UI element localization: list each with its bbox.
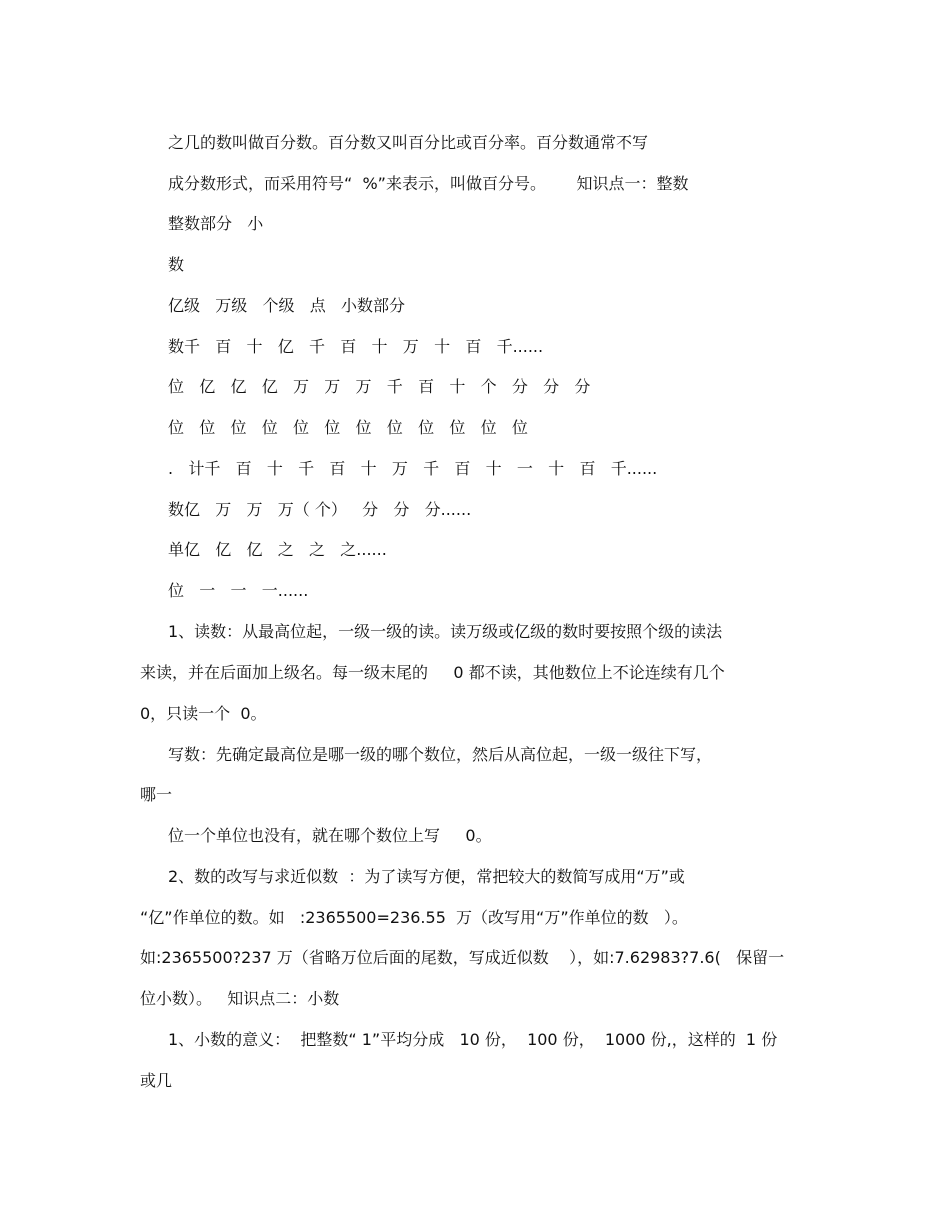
text-line: 2、数的改写与求近似数 ：为了读写方便，常把较大的数简写成用“万”或	[168, 867, 685, 886]
text-line: 位 亿 亿 亿 万 万 万 千 百 十 个 分 分 分	[168, 377, 591, 396]
text-line: “亿”作单位的数。如 :2365500=236.55 万（改写用“万”作单位的数 ）。	[140, 908, 688, 927]
text-line: 数千 百 十 亿 千 百 十 万 十 百 千......	[168, 337, 544, 356]
text-line: 或几	[140, 1071, 173, 1090]
text-line: 之几的数叫做百分数。百分数又叫百分比或百分率。百分数通常不写	[168, 133, 649, 152]
text-line: 写数：先确定最高位是哪一级的哪个数位，然后从高位起，一级一级往下写，	[168, 745, 713, 764]
text-line: . 计千 百 十 千 百 十 万 千 百 十 一 十 百 千......	[168, 459, 658, 478]
text-line: 1、小数的意义： 把整数“ 1”平均分成 10 份， 100 份， 1000 份,，这样的 1 份	[168, 1030, 778, 1049]
text-line: 成分数形式，而采用符号“ %”来表示，叫做百分号。 知识点一：整数	[168, 174, 689, 193]
text-line: 如:2365500?237 万（省略万位后面的尾数，写成近似数 ），如:7.62983?7.6( 保留一	[140, 948, 785, 967]
text-line: 哪一	[140, 785, 173, 804]
text-line: 位 一 一 一......	[168, 581, 309, 600]
text-line: 数亿 万 万 万（ 个） 分 分 分......	[168, 500, 472, 519]
text-line: 0，只读一个 0。	[140, 704, 267, 723]
text-line: 单亿 亿 亿 之 之 之......	[168, 540, 387, 559]
text-line: 位一个单位也没有，就在哪个数位上写 0。	[168, 826, 492, 845]
text-line: 整数部分 小	[168, 214, 264, 233]
text-line: 亿级 万级 个级 点 小数部分	[168, 296, 406, 315]
text-line: 位小数）。 知识点二：小数	[140, 989, 340, 1008]
text-line: 1、读数：从最高位起，一级一级的读。读万级或亿级的数时要按照个级的读法	[168, 622, 723, 641]
text-line: 位 位 位 位 位 位 位 位 位 位 位 位	[168, 418, 528, 437]
text-line: 数	[168, 255, 185, 274]
text-line: 来读，并在后面加上级名。每一级末尾的 0 都不读，其他数位上不论连续有几个	[140, 663, 725, 682]
